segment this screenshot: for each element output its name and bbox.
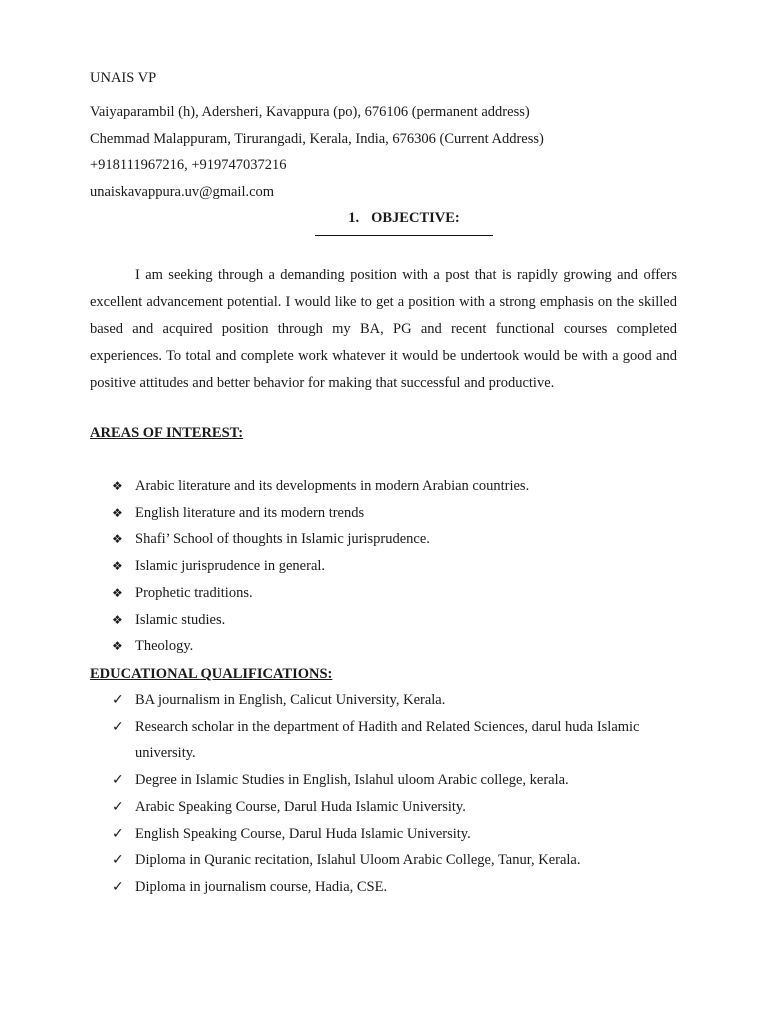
list-item xyxy=(112,607,529,634)
phone-numbers: +918111967216, +919747037216 xyxy=(90,157,287,173)
checkmark-icon: ✓ xyxy=(112,798,124,815)
list-item-text: Degree in Islamic Studies in English, Islahul uloom Arabic college, kerala. xyxy=(135,772,569,789)
list-item-text: Prophetic traditions. xyxy=(135,584,253,601)
list-item xyxy=(112,580,529,607)
current-address: Chemmad Malappuram, Tirurangadi, Kerala, India, 676306 (Current Address) xyxy=(90,131,544,147)
list-item xyxy=(112,500,529,527)
list-item xyxy=(112,526,529,553)
list-item-text: Shafi’ School of thoughts in Islamic jurisprudence. xyxy=(135,531,430,548)
educational-qualifications-list xyxy=(112,687,677,901)
list-item xyxy=(112,874,677,901)
checkmark-icon: ✓ xyxy=(112,772,124,789)
list-item-text: Diploma in Quranic recitation, Islahul Uloom Arabic College, Tanur, Kerala. xyxy=(135,852,581,869)
diamond-bullet-icon: ❖ xyxy=(112,532,123,547)
list-item-text: Theology. xyxy=(135,638,194,655)
list-item xyxy=(112,473,529,500)
objective-title: OBJECTIVE: xyxy=(371,210,460,226)
list-item xyxy=(112,687,677,714)
objective-paragraph: I am seeking through a demanding position with a post that is rapidly growing and offers excellent advancement potential. I would like to get a position with a strong emphasis on the skilled based and acquired position through my BA, PG and recent functional courses completed experiences. To total and complete work whatever it would be undertook would be with a good and positive attitudes and better behavior for making that successful and productive. xyxy=(90,267,677,391)
list-item xyxy=(112,847,677,874)
candidate-name: UNAIS VP xyxy=(90,70,157,86)
list-item xyxy=(112,553,529,580)
list-item xyxy=(112,821,677,848)
list-item xyxy=(112,767,677,794)
diamond-bullet-icon: ❖ xyxy=(112,639,123,654)
diamond-bullet-icon: ❖ xyxy=(112,585,123,600)
list-item-text: Arabic literature and its developments in modern Arabian countries. xyxy=(135,478,530,494)
list-item-text: English literature and its modern trends xyxy=(135,504,365,521)
list-item xyxy=(112,714,677,767)
educational-qualifications-heading: EDUCATIONAL QUALIFICATIONS: xyxy=(90,666,333,682)
diamond-bullet-icon: ❖ xyxy=(112,612,123,627)
diamond-bullet-icon: ❖ xyxy=(112,479,123,493)
areas-of-interest-list xyxy=(112,473,529,660)
checkmark-icon: ✓ xyxy=(112,718,124,735)
list-item-text: BA journalism in English, Calicut University, Kerala. xyxy=(135,692,446,708)
list-item xyxy=(112,794,677,821)
list-item-text: Research scholar in the department of Hadith and Related Sciences, darul huda Islamic university. xyxy=(135,718,640,762)
diamond-bullet-icon: ❖ xyxy=(112,559,123,574)
list-item-text: English Speaking Course, Darul Huda Islamic University. xyxy=(135,825,471,842)
list-item-text: Diploma in journalism course, Hadia, CSE. xyxy=(135,878,388,895)
list-item-text: Arabic Speaking Course, Darul Huda Islamic University. xyxy=(135,798,466,815)
list-item-text: Islamic studies. xyxy=(135,611,226,628)
checkmark-icon: ✓ xyxy=(112,692,124,708)
checkmark-icon: ✓ xyxy=(112,825,124,842)
permanent-address: Vaiyaparambil (h), Adersheri, Kavappura (po), 676106 (permanent address) xyxy=(90,104,530,120)
diamond-bullet-icon: ❖ xyxy=(112,505,123,520)
checkmark-icon: ✓ xyxy=(112,878,124,895)
list-item xyxy=(112,633,529,660)
email-address: unaiskavappura.uv@gmail.com xyxy=(90,184,275,200)
list-item-text: Islamic jurisprudence in general. xyxy=(135,558,326,575)
checkmark-icon: ✓ xyxy=(112,852,124,869)
objective-number: 1. xyxy=(348,210,360,226)
objective-heading xyxy=(315,208,493,236)
areas-of-interest-heading: AREAS OF INTEREST: xyxy=(90,425,244,441)
